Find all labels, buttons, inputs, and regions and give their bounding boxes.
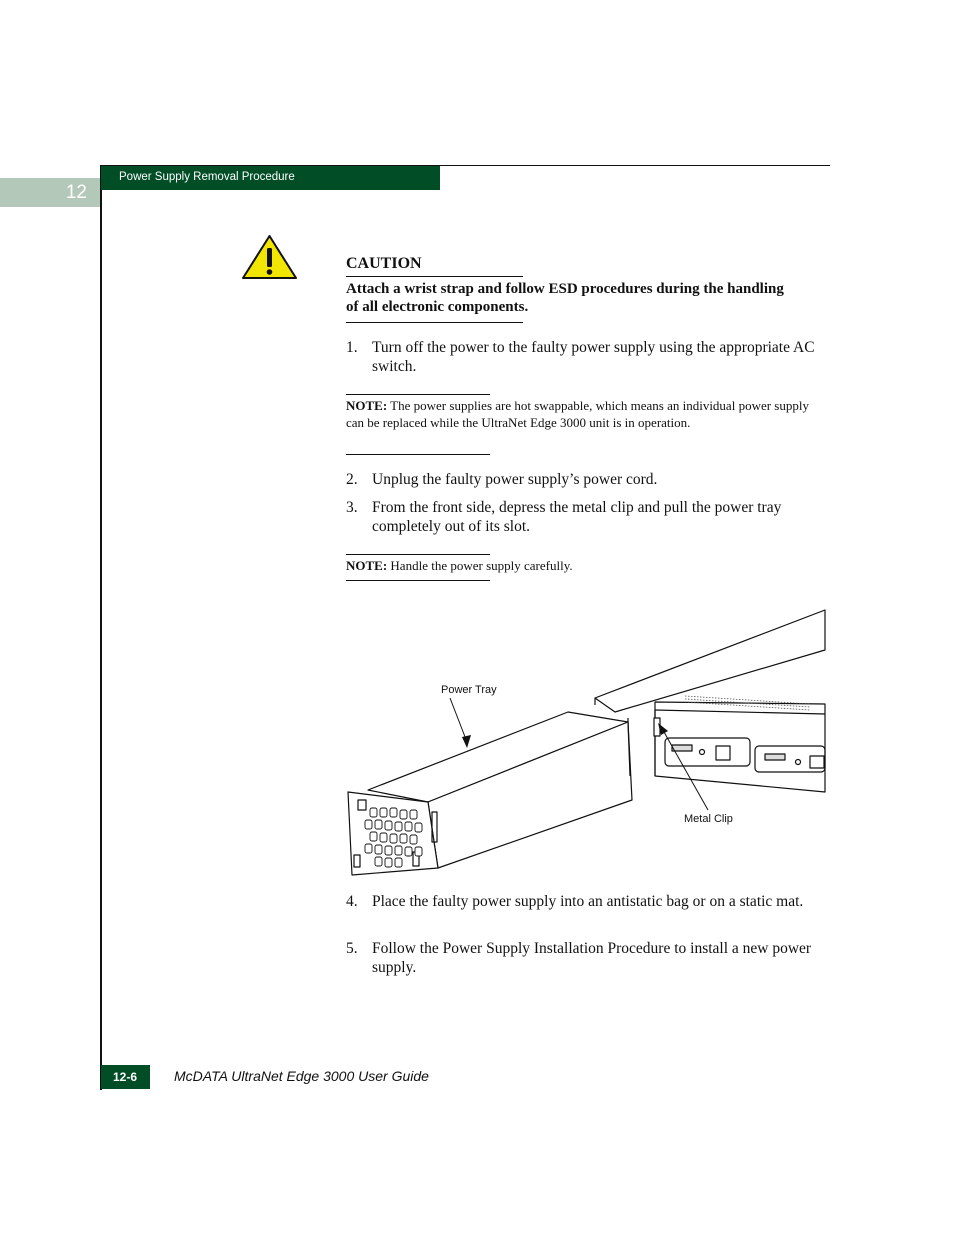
step-text: Turn off the power to the faulty power supply using the appropriate AC switch. <box>372 339 815 375</box>
caution-rule-top <box>346 276 523 277</box>
step-number: 2. <box>346 471 358 488</box>
step-3 <box>346 498 826 536</box>
caution-title: CAUTION <box>346 255 422 272</box>
chapter-tab: 12 <box>0 178 101 207</box>
note-rule-top <box>346 554 490 555</box>
page-number: 12-6 <box>101 1065 150 1089</box>
step-4 <box>346 892 826 911</box>
note-hot-swap <box>346 397 826 431</box>
caution-text: Attach a wrist strap and follow ESD procedures during the handling of all electronic components. <box>346 281 784 315</box>
note-label: NOTE: <box>346 398 388 413</box>
note-rule-top <box>346 394 490 395</box>
running-header: Power Supply Removal Procedure <box>101 166 440 190</box>
step-text: Place the faulty power supply into an antistatic bag or on a static mat. <box>372 893 804 910</box>
step-2 <box>346 470 826 489</box>
step-1 <box>346 338 826 376</box>
step-number: 5. <box>346 940 358 957</box>
step-number: 4. <box>346 893 358 910</box>
footer-guide-title: McDATA UltraNet Edge 3000 User Guide <box>174 1068 429 1084</box>
power-tray-removal-figure <box>340 600 830 885</box>
step-5 <box>346 939 826 977</box>
caution-rule-bottom <box>346 322 523 323</box>
note-handle-carefully <box>346 557 826 574</box>
note-text: Handle the power supply carefully. <box>387 558 573 573</box>
step-text: Follow the Power Supply Installation Procedure to install a new power supply. <box>372 940 812 976</box>
left-margin-rule <box>100 165 102 1090</box>
note-label: NOTE: <box>346 558 388 573</box>
step-number: 3. <box>346 499 358 516</box>
power-tray-label: Power Tray <box>441 684 497 696</box>
note-text: The power supplies are hot swappable, which means an individual power supply can be replaced while the UltraNet Edge 3000 unit is in operation. <box>346 398 809 430</box>
warning-triangle-icon <box>241 234 298 280</box>
note-rule-bottom <box>346 580 490 581</box>
metal-clip-label: Metal Clip <box>684 813 733 825</box>
step-number: 1. <box>346 339 358 356</box>
step-text: Unplug the faulty power supply’s power cord. <box>372 471 658 488</box>
step-text: From the front side, depress the metal clip and pull the power tray completely out of its slot. <box>372 499 782 535</box>
note-rule-bottom <box>346 454 490 455</box>
